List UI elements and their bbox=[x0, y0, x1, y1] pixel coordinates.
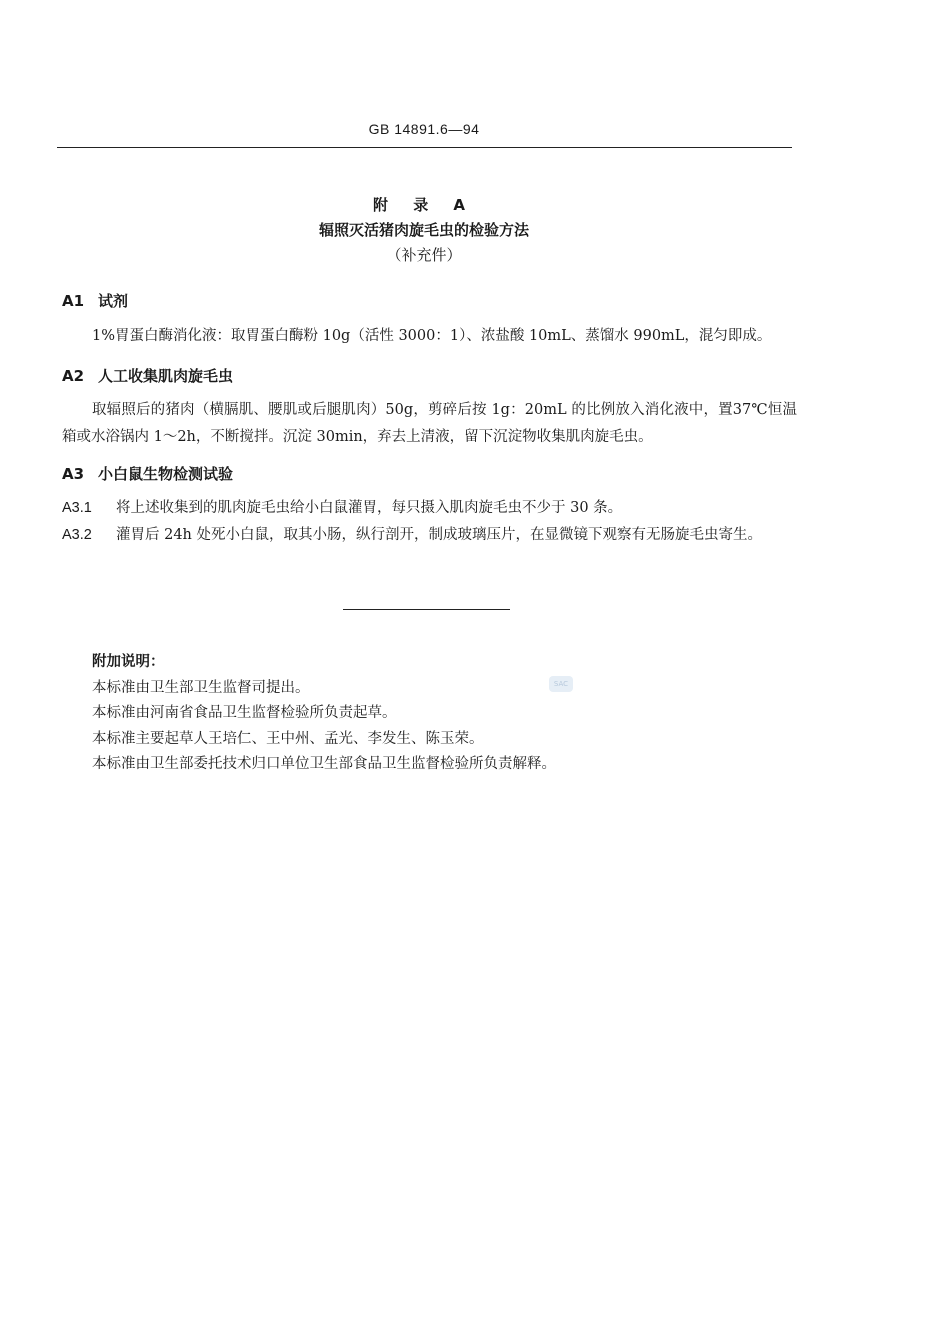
clause-a3-1 bbox=[62, 495, 797, 522]
clause-a3-2 bbox=[62, 522, 797, 549]
watermark-logo: SAC bbox=[549, 676, 573, 692]
clause-a3-1-text: 将上述收集到的肌肉旋毛虫给小白鼠灌胃，每只摄入肌肉旋毛虫不少于 30 条。 bbox=[116, 500, 623, 516]
additional-note-line: 本标准由卫生部委托技术归口单位卫生部食品卫生监督检验所负责解释。 bbox=[92, 756, 556, 772]
section-a3-title: 小白鼠生物检测试验 bbox=[98, 465, 234, 483]
section-a2-title: 人工收集肌肉旋毛虫 bbox=[98, 367, 234, 385]
additional-note-line: 本标准主要起草人王培仁、王中州、孟光、李发生、陈玉荣。 bbox=[92, 730, 484, 747]
section-a3-number: A3 bbox=[62, 465, 85, 483]
header-divider bbox=[57, 147, 792, 148]
section-a3-heading bbox=[62, 463, 233, 484]
section-a1-heading bbox=[62, 290, 128, 311]
clause-a3-1-number: A3.1 bbox=[62, 500, 92, 516]
section-a2-body: 取辐照后的猪肉（横膈肌、腰肌或后腿肌肉）50g，剪碎后按 1g：20mL 的比例放入消化液中，置37℃恒温箱或水浴锅内 1～2h，不断搅拌。沉淀 30min，弃去上清液，留下沉淀物收集肌肉旋毛虫。 bbox=[62, 402, 797, 445]
section-a2-heading bbox=[62, 365, 233, 386]
section-a1-body: 1%胃蛋白酶消化液：取胃蛋白酶粉 10g（活性 3000：1）、浓盐酸 10mL、蒸馏水 990mL，混匀即成。 bbox=[92, 328, 772, 344]
clause-a3-2-text: 灌胃后 24h 处死小白鼠，取其小肠，纵行剖开，制成玻璃压片，在显微镜下观察有无肠旋毛虫寄生。 bbox=[116, 527, 763, 543]
additional-note-line: 本标准由卫生部卫生监督司提出。 bbox=[92, 679, 310, 696]
appendix-note: （补充件） bbox=[386, 246, 462, 264]
additional-notes bbox=[92, 650, 556, 778]
section-a2-number: A2 bbox=[62, 367, 85, 385]
additional-notes-title: 附加说明： bbox=[92, 654, 165, 670]
appendix-title: 附 录 A bbox=[372, 196, 476, 214]
clause-a3-2-number: A3.2 bbox=[62, 527, 92, 543]
standard-code: GB 14891.6—94 bbox=[368, 121, 480, 137]
section-a1-number: A1 bbox=[62, 292, 85, 310]
additional-note-line: 本标准由河南省食品卫生监督检验所负责起草。 bbox=[92, 705, 397, 721]
end-divider bbox=[343, 609, 510, 610]
appendix-subtitle: 辐照灭活猪肉旋毛虫的检验方法 bbox=[318, 221, 529, 239]
section-a1-title: 试剂 bbox=[98, 292, 129, 310]
